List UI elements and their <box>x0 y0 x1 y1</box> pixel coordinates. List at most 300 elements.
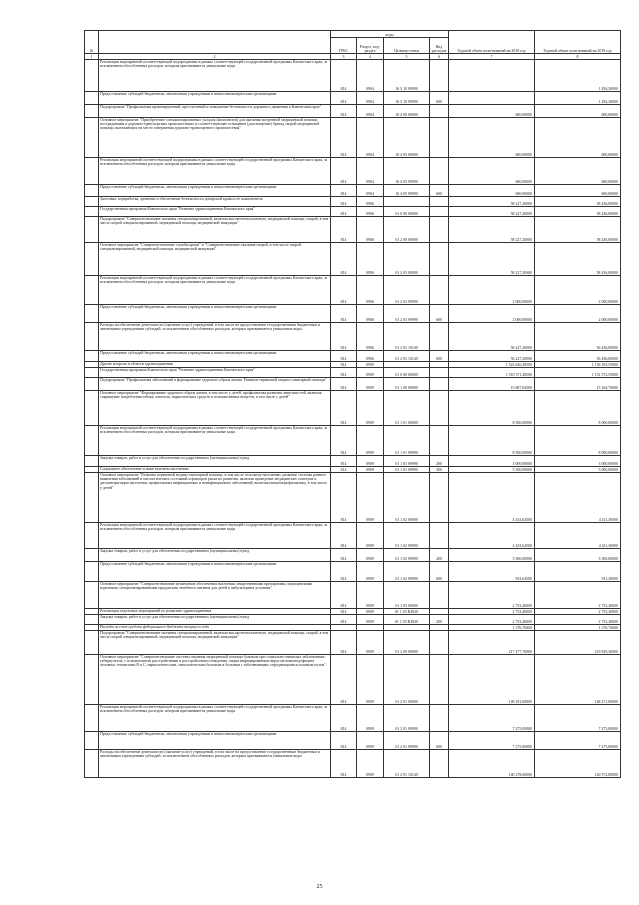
row-volume-2019-cell: 5 000,00000 <box>535 467 621 473</box>
row-section-cell: 0904 <box>357 105 384 118</box>
header-codes: коды <box>331 31 449 38</box>
row-section-cell: 0909 <box>357 732 384 750</box>
row-number-cell <box>85 243 99 276</box>
row-expense-type-cell <box>430 378 449 391</box>
row-expense-type-cell <box>430 158 449 185</box>
row-volume-2018-cell: 600,00000 <box>449 185 535 197</box>
row-article-cell: 01 2 01 10140 <box>384 750 430 778</box>
row-name-cell: Заготовка, переработка, хранение и обеспечение безопасности донорской крови и ее компонентов <box>99 197 331 207</box>
row-volume-2018-cell: 2 000,00000 <box>449 305 535 323</box>
row-section-cell: 0909 <box>357 391 384 426</box>
row-name-cell: Предоставление субсидий бюджетным, автономным учреждениям и иным некоммерческим организациям <box>99 562 331 582</box>
row-volume-2019-cell: 1 151 572,55000 <box>535 368 621 378</box>
row-volume-2019-cell: 2 000,00000 <box>535 305 621 323</box>
row-volume-2019-cell: 56 436,00000 <box>535 351 621 362</box>
row-volume-2019-cell: 2 000,00000 <box>535 276 621 305</box>
row-name-cell: Закупка товаров, работ и услуг для обеспечения государственных (муниципальных) нужд <box>99 549 331 562</box>
table-row <box>85 243 621 276</box>
row-section-cell: 0906 <box>357 351 384 362</box>
row-article-cell: 01 1 01 00000 <box>384 391 430 426</box>
table-row <box>85 655 621 705</box>
row-name-cell: Подпрограмма "Совершенствование оказания специализированной, включая высокотехнологичную, медицинской помощи, скорой, в том числе скорой специализированной, медицинской помощи, медицинской эвакуации" <box>99 217 331 243</box>
table-row <box>85 750 621 778</box>
table-row <box>85 732 621 750</box>
row-volume-2019-cell: 600,00000 <box>535 118 621 158</box>
row-volume-2019-cell: 2 753,40000 <box>535 615 621 625</box>
row-expense-type-cell <box>430 118 449 158</box>
row-volume-2019-cell: 1 294,20000 <box>535 60 621 92</box>
row-expense-type-cell <box>430 473 449 523</box>
column-number: 5 <box>384 54 430 60</box>
row-expense-type-cell: 600 <box>430 185 449 197</box>
row-grbs-cell: 814 <box>331 217 357 243</box>
row-volume-2019-cell: 219 829,30000 <box>535 631 621 655</box>
row-number-cell <box>85 750 99 778</box>
table-row <box>85 426 621 456</box>
row-volume-2019-cell: 911,30000 <box>535 562 621 582</box>
row-volume-2018-cell: 15 687,04500 <box>449 378 535 391</box>
row-number-cell <box>85 105 99 118</box>
row-grbs-cell: 814 <box>331 368 357 378</box>
row-grbs-cell: 814 <box>331 609 357 615</box>
row-volume-2018-cell: 8 500,00000 <box>449 426 535 456</box>
column-number: 3 <box>331 54 357 60</box>
row-grbs-cell: 814 <box>331 615 357 625</box>
row-name-cell: Основное мероприятие "Развитие первичной медико-санитарной помощи, в том числе сельскому населению, развитие системы раннего выявления заболеваний и патологических состояний и факторов риска их развития, включая проведение медицинских осмотров и диспансеризации населения, профилактика инфекционных и неинфекционных заболеваний, включая иммунопрофилактику, в том числе у детей" <box>99 473 331 523</box>
table-row <box>85 615 621 625</box>
row-volume-2018-cell: 1 510 371,48500 <box>449 368 535 378</box>
row-volume-2019-cell: 600,00000 <box>535 158 621 185</box>
row-section-cell: 0909 <box>357 473 384 523</box>
row-number-cell <box>85 92 99 105</box>
row-number-cell <box>85 158 99 185</box>
row-article-cell: 01 2 03 09990 <box>384 276 430 305</box>
row-name-cell: Подпрограмма "Профилактика заболеваний и формирование здорового образа жизни. Развитие первичной медико-санитарной помощи" <box>99 378 331 391</box>
row-number-cell <box>85 207 99 217</box>
row-section-cell: 0906 <box>357 276 384 305</box>
row-section-cell: 0909 <box>357 467 384 473</box>
header-expense-type: Вид расходов <box>430 38 449 54</box>
row-volume-2019-cell: 58 436,00000 <box>535 217 621 243</box>
table-row <box>85 118 621 158</box>
row-section-cell: 0906 <box>357 207 384 217</box>
table-row <box>85 351 621 362</box>
row-section-cell: 0909 <box>357 426 384 456</box>
row-grbs-cell: 814 <box>331 60 357 92</box>
table-row <box>85 582 621 609</box>
table-row <box>85 473 621 523</box>
column-number: 2 <box>99 54 331 60</box>
row-number-cell <box>85 217 99 243</box>
row-number-cell <box>85 426 99 456</box>
row-number-cell <box>85 456 99 467</box>
row-number-cell <box>85 323 99 351</box>
table-row <box>85 197 621 207</box>
header-section: Раздел, под-раздел <box>357 38 384 54</box>
header-name <box>99 31 331 54</box>
table-row <box>85 391 621 426</box>
row-section-cell: 0909 <box>357 705 384 732</box>
row-name-cell: Основное мероприятие "Совершенствование системы оказания медицинской помощи больным при социально-значимых заболеваниях: туберкулезом, с психическими расстройствами и расстройствами поведения, лицам инфицированным вирусом иммунодефицита человека, гепатитами В и С, наркологическим, онкологическим больным и больным с заболеваниями, передающимися половым путем" <box>99 655 331 705</box>
row-grbs-cell: 814 <box>331 426 357 456</box>
row-grbs-cell: 814 <box>331 351 357 362</box>
row-expense-type-cell <box>430 750 449 778</box>
row-section-cell: 0909 <box>357 615 384 625</box>
row-volume-2019-cell: 58 436,00000 <box>535 207 621 217</box>
row-article-cell: 01 1 02 09990 <box>384 562 430 582</box>
row-grbs-cell: 814 <box>331 523 357 549</box>
row-grbs-cell: 814 <box>331 105 357 118</box>
row-volume-2018-cell: 2 000,00000 <box>449 276 535 305</box>
row-article-cell: 16 3 10 09990 <box>384 60 430 92</box>
row-name-cell: Основное мероприятие "Совершенствование механизмов обеспечения населения лекарственными препаратами, медицинскими изделиями, специализированными продуктами лечебного питания для детей в амбулаторных условиях" <box>99 582 331 609</box>
row-name-cell: Предоставление субсидий бюджетным, автономным учреждениям и иным некоммерческим организациям <box>99 305 331 323</box>
table-row <box>85 92 621 105</box>
row-volume-2019-cell: 7 275,00000 <box>535 732 621 750</box>
row-volume-2018-cell: 2 753,40000 <box>449 582 535 609</box>
row-name-cell: Закупка товаров, работ и услуг для обеспечения государственных (муниципальных) нужд <box>99 456 331 467</box>
row-expense-type-cell <box>430 426 449 456</box>
row-name-cell: Предоставление субсидий бюджетным, автономным учреждениям и иным некоммерческим организациям <box>99 185 331 197</box>
row-grbs-cell: 814 <box>331 362 357 368</box>
row-volume-2018-cell: 58 227,20000 <box>449 207 535 217</box>
row-volume-2018-cell: 58 227,20000 <box>449 243 535 276</box>
row-volume-2019-cell: 56 436,00000 <box>535 323 621 351</box>
row-section-cell: 0904 <box>357 158 384 185</box>
row-number-cell <box>85 705 99 732</box>
row-volume-2018-cell: 148 191,60000 <box>449 655 535 705</box>
row-name-cell: Подпрограмма "Совершенствование оказания специализированной, включая высокотехнологичную, медицинской помощи, скорой, в том числе скорой специализированной, медицинской помощи, медицинской эвакуации" <box>99 631 331 655</box>
row-expense-type-cell: 300 <box>430 467 449 473</box>
column-number: 7 <box>449 54 535 60</box>
row-article-cell: 01 1 02 09990 <box>384 549 430 562</box>
row-article-cell: 01 2 01 09990 <box>384 705 430 732</box>
row-name-cell: Расходы на обеспечение деятельности (оказание услуг) учреждений, в том числе на предоставление государственным бюджетным и автономным учреждениям субсидий, за исключением обособленных расходов, которым присваиваются уникальные коды <box>99 750 331 778</box>
row-number-cell <box>85 582 99 609</box>
row-article-cell: 01 1 02 00000 <box>384 473 430 523</box>
row-volume-2018-cell: 58 227,20000 <box>449 197 535 207</box>
row-article-cell: 01 1 03 R3820 <box>384 609 430 615</box>
row-section-cell: 0909 <box>357 362 384 368</box>
row-volume-2019-cell: 3 000,00000 <box>535 456 621 467</box>
row-article-cell: 01 2 01 00000 <box>384 655 430 705</box>
row-grbs-cell: 814 <box>331 473 357 523</box>
row-name-cell: Государственная программа Камчатского края "Развитие здравоохранения Камчатского края" <box>99 207 331 217</box>
row-article-cell: 01 1 02 09990 <box>384 523 430 549</box>
row-name-cell: Реализация мероприятий соответствующей подпрограммы в рамках соответствующей государственной программы Камчатского края, за исключением обособленных расходов, которым присваиваются уникальные коды <box>99 426 331 456</box>
table-row <box>85 185 621 197</box>
row-volume-2018-cell <box>449 92 535 105</box>
row-expense-type-cell <box>430 705 449 732</box>
row-grbs-cell: 814 <box>331 456 357 467</box>
row-grbs-cell: 814 <box>331 750 357 778</box>
row-grbs-cell: 814 <box>331 631 357 655</box>
row-volume-2019-cell: 148 471,80000 <box>535 655 621 705</box>
row-volume-2018-cell: 3 500,00000 <box>449 549 535 562</box>
row-name-cell: Социальное обеспечение и иные выплаты населению <box>99 467 331 473</box>
row-number-cell <box>85 523 99 549</box>
row-number-cell <box>85 378 99 391</box>
row-volume-2018-cell: 600,00000 <box>449 118 535 158</box>
row-volume-2018-cell: 4 433,64500 <box>449 523 535 549</box>
row-grbs-cell: 814 <box>331 467 357 473</box>
row-volume-2019-cell: 8 000,00000 <box>535 426 621 456</box>
row-grbs-cell: 814 <box>331 185 357 197</box>
row-section-cell: 0909 <box>357 378 384 391</box>
row-volume-2018-cell: 56 227,20000 <box>449 351 535 362</box>
row-volume-2019-cell: 1 376,70000 <box>535 625 621 631</box>
row-section-cell: 0904 <box>357 60 384 92</box>
row-name-cell: Реализация мероприятий соответствующей подпрограммы в рамках соответствующей государственной программы Камчатского края, за исключением обособленных расходов, которым присваиваются уникальные коды <box>99 705 331 732</box>
row-expense-type-cell <box>430 631 449 655</box>
table-row <box>85 523 621 549</box>
row-name-cell: Другие вопросы в области здравоохранения <box>99 362 331 368</box>
column-number: 1 <box>85 54 99 60</box>
row-grbs-cell: 814 <box>331 391 357 426</box>
row-name-cell: Реализация мероприятий соответствующей подпрограммы в рамках соответствующей государственной программы Камчатского края, за исключением обособленных расходов, которым присваиваются уникальные коды <box>99 523 331 549</box>
row-expense-type-cell <box>430 105 449 118</box>
budget-table <box>84 30 621 778</box>
row-name-cell: Закупка товаров, работ и услуг для обеспечения государственных (муниципальных) нужд <box>99 615 331 625</box>
row-name-cell: Основное мероприятие "Формирование здорового образа жизни, в том числе у детей, профилактика развития зависимостей, включая сокращение потребления табака, алкоголя, наркотических средств и психоактивных веществ, в том числе у детей" <box>99 391 331 426</box>
row-section-cell: 0909 <box>357 750 384 778</box>
row-number-cell <box>85 368 99 378</box>
row-name-cell: Государственная программа Камчатского края "Развитие здравоохранения Камчатского края" <box>99 368 331 378</box>
row-section-cell: 0909 <box>357 631 384 655</box>
row-volume-2018-cell: 140 278,60000 <box>449 750 535 778</box>
row-number-cell <box>85 276 99 305</box>
row-volume-2019-cell: 15 164,70000 <box>535 378 621 391</box>
row-expense-type-cell: 600 <box>430 562 449 582</box>
row-number-cell <box>85 118 99 158</box>
row-expense-type-cell <box>430 523 449 549</box>
row-expense-type-cell <box>430 276 449 305</box>
row-article-cell: 01 1 03 R3820 <box>384 615 430 625</box>
row-article-cell: 01 1 01 09990 <box>384 456 430 467</box>
page-number: 25 <box>316 884 323 890</box>
row-number-cell <box>85 655 99 705</box>
column-number: 6 <box>430 54 449 60</box>
row-number-cell <box>85 631 99 655</box>
row-section-cell: 0904 <box>357 92 384 105</box>
header-article: Целевая статья <box>384 38 430 54</box>
row-grbs-cell: 814 <box>331 378 357 391</box>
row-grbs-cell: 814 <box>331 92 357 105</box>
table-row <box>85 549 621 562</box>
row-article-cell: 01 1 03 00000 <box>384 582 430 609</box>
row-volume-2018-cell: 600,00000 <box>449 158 535 185</box>
row-volume-2018-cell: 58 227,20000 <box>449 217 535 243</box>
row-expense-type-cell <box>430 582 449 609</box>
table-row <box>85 207 621 217</box>
row-number-cell <box>85 185 99 197</box>
row-expense-type-cell <box>430 243 449 276</box>
row-number-cell <box>85 615 99 625</box>
row-expense-type-cell <box>430 368 449 378</box>
row-section-cell: 0906 <box>357 197 384 207</box>
row-number-cell <box>85 197 99 207</box>
row-volume-2019-cell: 2 753,40000 <box>535 582 621 609</box>
row-expense-type-cell: 200 <box>430 456 449 467</box>
row-section-cell: 0906 <box>357 323 384 351</box>
row-name-cell: Реализация мероприятий соответствующей подпрограммы в рамках соответствующей государственной программы Камчатского края, за исключением обособленных расходов, которым присваиваются уникальные коды <box>99 158 331 185</box>
table-row <box>85 105 621 118</box>
table-row <box>85 60 621 92</box>
column-number: 8 <box>535 54 621 60</box>
row-volume-2018-cell: 4 433,64500 <box>449 473 535 523</box>
table-row <box>85 276 621 305</box>
row-article-cell: 01 2 03 10140 <box>384 323 430 351</box>
row-number-cell <box>85 391 99 426</box>
row-name-cell: Реализация мероприятий соответствующей подпрограммы в рамках соответствующей государственной программы Камчатского края, за исключением обособленных расходов, которым присваиваются уникальные коды <box>99 60 331 92</box>
row-grbs-cell: 814 <box>331 118 357 158</box>
row-name-cell: Предоставление субсидий бюджетным, автономным учреждениям и иным некоммерческим организациям <box>99 732 331 750</box>
row-expense-type-cell <box>430 655 449 705</box>
row-expense-type-cell: 200 <box>430 549 449 562</box>
row-expense-type-cell: 200 <box>430 615 449 625</box>
row-volume-2018-cell: 1 522 626,48500 <box>449 362 535 368</box>
row-volume-2019-cell: 1 156 165,55000 <box>535 362 621 368</box>
table-row <box>85 705 621 732</box>
row-section-cell: 0909 <box>357 456 384 467</box>
row-expense-type-cell: 600 <box>430 92 449 105</box>
row-grbs-cell: 814 <box>331 732 357 750</box>
row-name-cell: Реализация мероприятий соответствующей подпрограммы в рамках соответствующей государственной программы Камчатского края, за исключением обособленных расходов, которым присваиваются уникальные коды <box>99 276 331 305</box>
row-expense-type-cell: 600 <box>430 732 449 750</box>
table-row <box>85 323 621 351</box>
row-article-cell: 01 0 00 00000 <box>384 207 430 217</box>
row-grbs-cell: 814 <box>331 549 357 562</box>
row-article-cell: 01 2 03 00000 <box>384 243 430 276</box>
row-volume-2019-cell: 7 275,00000 <box>535 705 621 732</box>
row-grbs-cell: 814 <box>331 243 357 276</box>
row-grbs-cell: 814 <box>331 705 357 732</box>
column-number: 4 <box>357 54 384 60</box>
row-grbs-cell: 814 <box>331 655 357 705</box>
row-volume-2018-cell: 2 753,40000 <box>449 615 535 625</box>
row-article-cell: 01 2 01 09990 <box>384 732 430 750</box>
row-volume-2019-cell: 2 753,40000 <box>535 609 621 615</box>
row-volume-2019-cell: 8 000,00000 <box>535 391 621 426</box>
row-volume-2019-cell: 140 572,80000 <box>535 750 621 778</box>
row-section-cell: 0906 <box>357 217 384 243</box>
budget-sheet <box>84 30 620 778</box>
row-article-cell <box>384 197 430 207</box>
table-row <box>85 368 621 378</box>
header-volume-2018: Годовой объем ассигнований на 2018 год <box>449 31 535 54</box>
row-section-cell: 0904 <box>357 185 384 197</box>
row-article-cell: 01 2 00 00000 <box>384 631 430 655</box>
row-article-cell: 16 4 00 00000 <box>384 105 430 118</box>
row-number-cell <box>85 549 99 562</box>
faint-stamp-mark <box>14 458 56 470</box>
row-article-cell: 16 3 10 09990 <box>384 92 430 105</box>
row-article-cell: 16 4 05 00000 <box>384 118 430 158</box>
row-name-cell: Расходы за счет средств федерального бюджета текущего года <box>99 625 331 631</box>
row-name-cell: Расходы на обеспечение деятельности (оказание услуг) учреждений, в том числе на предоставление государственным бюджетным и автономным учреждениям субсидий, за исключением обособленных расходов, которым присваиваются уникальные коды <box>99 323 331 351</box>
row-grbs-cell: 814 <box>331 323 357 351</box>
row-section-cell: 0909 <box>357 609 384 615</box>
row-volume-2018-cell: 1 376,70000 <box>449 625 535 631</box>
row-volume-2019-cell: 1 294,20000 <box>535 92 621 105</box>
row-grbs-cell: 814 <box>331 197 357 207</box>
row-number-cell <box>85 473 99 523</box>
row-volume-2018-cell: 56 227,20000 <box>449 323 535 351</box>
table-row <box>85 158 621 185</box>
row-grbs-cell: 814 <box>331 305 357 323</box>
row-number-cell <box>85 351 99 362</box>
row-section-cell: 0904 <box>357 118 384 158</box>
row-article-cell: 01 0 00 00000 <box>384 368 430 378</box>
row-expense-type-cell <box>430 217 449 243</box>
row-article-cell: 01 2 00 00000 <box>384 217 430 243</box>
row-volume-2019-cell: 4 411,30000 <box>535 523 621 549</box>
row-volume-2018-cell: 7 275,00000 <box>449 705 535 732</box>
row-expense-type-cell <box>430 207 449 217</box>
row-name-cell: Основное мероприятие "Совершенствование службы крови" и "Совершенствование оказания скорой, в том числе скорой специализированной, медицинской помощи, медицинской эвакуации" <box>99 243 331 276</box>
row-expense-type-cell <box>430 60 449 92</box>
header-grbs: ГРБС <box>331 38 357 54</box>
row-volume-2019-cell: 58 436,00000 <box>535 197 621 207</box>
row-volume-2019-cell: 600,00000 <box>535 185 621 197</box>
row-volume-2018-cell: 933,64500 <box>449 562 535 582</box>
row-section-cell: 0909 <box>357 655 384 705</box>
row-name-cell: Предоставление субсидий бюджетным, автономным учреждениям и иным некоммерческим организациям <box>99 351 331 362</box>
row-volume-2019-cell: 4 411,30000 <box>535 473 621 523</box>
row-volume-2019-cell: 600,00000 <box>535 105 621 118</box>
row-number-cell <box>85 562 99 582</box>
row-article-cell: 01 1 00 00000 <box>384 378 430 391</box>
row-grbs-cell: 814 <box>331 562 357 582</box>
row-volume-2018-cell: 3 000,00000 <box>449 456 535 467</box>
row-expense-type-cell <box>430 197 449 207</box>
row-section-cell: 0909 <box>357 582 384 609</box>
header-num: № <box>85 31 99 54</box>
row-number-cell <box>85 732 99 750</box>
table-row <box>85 378 621 391</box>
row-grbs-cell: 814 <box>331 158 357 185</box>
row-name-cell: Реализация отдельных мероприятий по развитию здравоохранения <box>99 609 331 615</box>
row-volume-2018-cell: 600,00000 <box>449 105 535 118</box>
row-section-cell: 0906 <box>357 243 384 276</box>
row-article-cell: 16 4 05 09990 <box>384 158 430 185</box>
row-volume-2018-cell <box>449 60 535 92</box>
row-grbs-cell: 814 <box>331 207 357 217</box>
row-number-cell <box>85 60 99 92</box>
row-section-cell: 0906 <box>357 305 384 323</box>
table-row <box>85 456 621 467</box>
row-grbs-cell: 814 <box>331 582 357 609</box>
row-article-cell: 01 1 01 09990 <box>384 467 430 473</box>
row-article-cell: 01 2 03 10140 <box>384 351 430 362</box>
row-expense-type-cell: 600 <box>430 305 449 323</box>
row-expense-type-cell <box>430 391 449 426</box>
table-row <box>85 217 621 243</box>
row-volume-2019-cell: 58 436,00000 <box>535 243 621 276</box>
row-name-cell: Предоставление субсидий бюджетным, автономным учреждениям и иным некоммерческим организациям <box>99 92 331 105</box>
header-volume-2019: Годовой объем ассигнований на 2019 год <box>535 31 621 54</box>
row-section-cell: 0909 <box>357 368 384 378</box>
row-volume-2018-cell: 8 500,00000 <box>449 391 535 426</box>
table-row <box>85 305 621 323</box>
row-volume-2018-cell: 217 477,70000 <box>449 631 535 655</box>
row-article-cell: 01 2 03 09990 <box>384 305 430 323</box>
row-volume-2018-cell: 2 753,40000 <box>449 609 535 615</box>
row-volume-2019-cell: 3 500,00000 <box>535 549 621 562</box>
row-name-cell: Подпрограмма "Профилактика правонарушений, преступлений и повышение безопасности дорожного движения в Камчатском крае" <box>99 105 331 118</box>
table-row <box>85 562 621 582</box>
row-expense-type-cell <box>430 323 449 351</box>
